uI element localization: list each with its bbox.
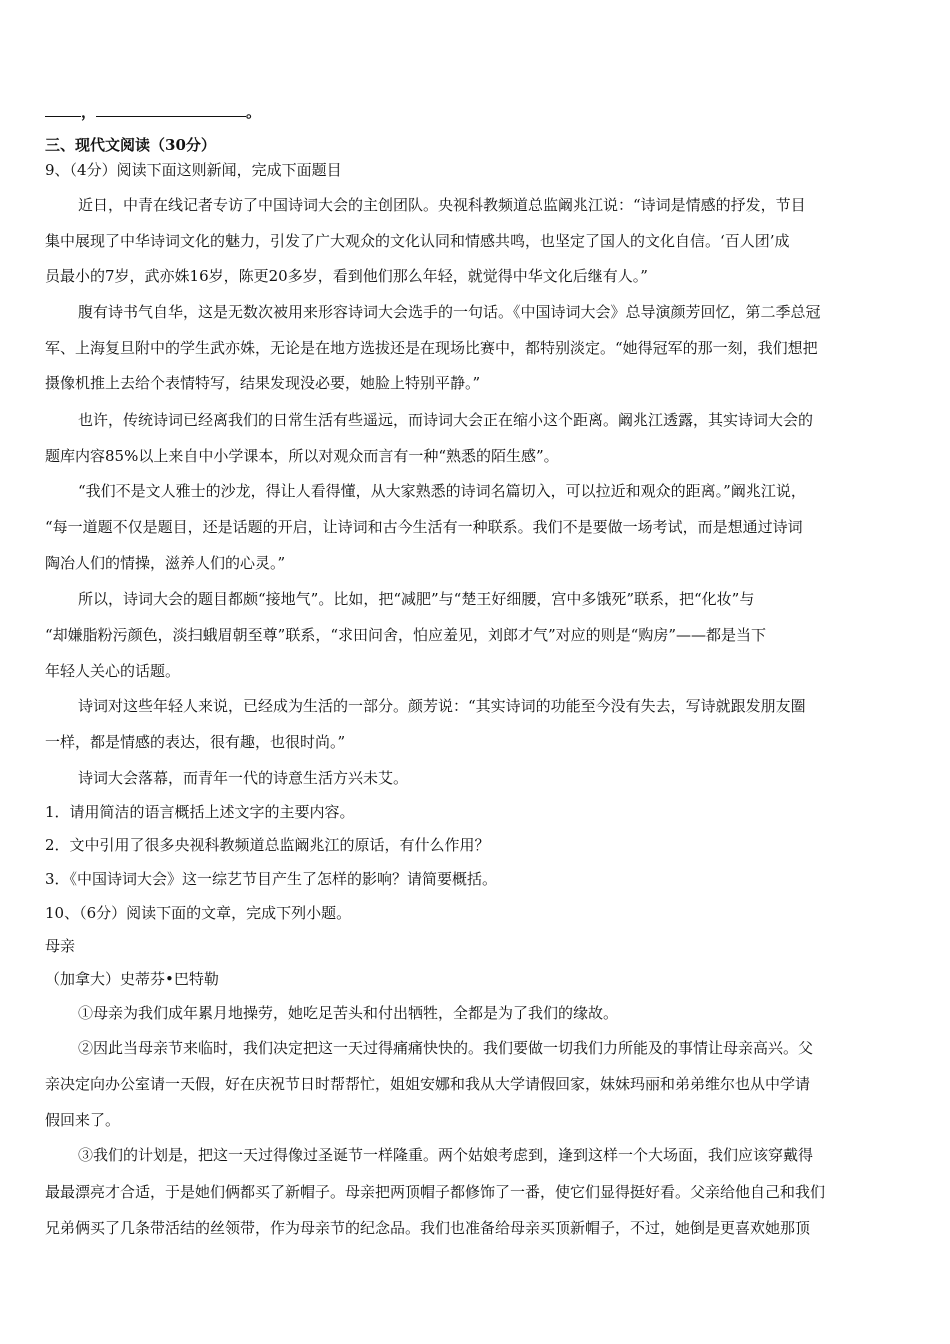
q10-para-line: 假回来了。 (45, 1111, 121, 1129)
q10-para-line: ①母亲为我们成年累月地操劳，她吃足苦头和付出牺牲，全都是为了我们的缘故。 (78, 1004, 619, 1022)
q9-para-line: 集中展现了中华诗词文化的魅力，引发了广大观众的文化认同和情感共鸣，也坚定了国人的文化自信。‘百人团’成 (45, 232, 790, 250)
q9-para-line: 也许，传统诗词已经离我们的日常生活有些遥远，而诗词大会正在缩小这个距离。阚兆江透露，其实诗词大会的 (78, 411, 814, 429)
section-heading: 三、现代文阅读（30分） (45, 136, 216, 154)
q9-para-line: 摄像机推上去给个表情特写，结果发现没必要，她脸上特别平静。” (45, 374, 481, 392)
q9-para-line: 年轻人关心的话题。 (45, 662, 181, 680)
q9-para-line: “却嫌脂粉污颜色，淡扫蛾眉朝至尊”联系，“求田问舍，怕应羞见，刘郎才气”对应的则是“购房”——都是当下 (45, 626, 767, 644)
q9-question-1: 1．请用简洁的语言概括上述文字的主要内容。 (45, 803, 355, 821)
q9-question-3: 3．《中国诗词大会》这一综艺节目产生了怎样的影响？请简要概括。 (45, 870, 498, 888)
q9-para-line: 所以，诗词大会的题目都颇“接地气”。比如，把“减肥”与“楚王好细腰，宫中多饿死”联系，把“化妆”与 (78, 590, 755, 608)
q10-para-line: ③我们的计划是，把这一天过得像过圣诞节一样隆重。两个姑娘考虑到，逢到这样一个大场面，我们应该穿戴得 (78, 1146, 814, 1164)
q9-para-line: 军、上海复旦附中的学生武亦姝，无论是在地方选拔还是在现场比赛中，都特别淡定。“她得冠军的那一刻，我们想把 (45, 339, 818, 357)
q9-heading: 9、（4分）阅读下面这则新闻，完成下面题目 (45, 161, 342, 179)
q10-para-line: 亲决定向办公室请一天假，好在庆祝节日时帮帮忙，姐姐安娜和我从大学请假回家，妹妹玛丽和弟弟维尔也从中学请 (45, 1075, 811, 1093)
q9-question-2: 2．文中引用了很多央视科教频道总监阚兆江的原话，有什么作用？ (45, 836, 490, 854)
article-title: 母亲 (45, 937, 76, 955)
q10-para-line: ②因此当母亲节来临时，我们决定把这一天过得痛痛快快的。我们要做一切我们力所能及的事情让母亲高兴。父 (78, 1039, 814, 1057)
q10-para-line: 最最漂亮才合适，于是她们俩都买了新帽子。母亲把两顶帽子都修饰了一番，使它们显得挺好看。父亲给他自己和我们 (45, 1183, 826, 1201)
q9-para-line: 腹有诗书气自华，这是无数次被用来形容诗词大会选手的一句话。《中国诗词大会》总导演颜芳回忆，第二季总冠 (78, 303, 821, 321)
q9-para-line: “每一道题不仅是题目，还是话题的开启，让诗词和古今生活有一种联系。我们不是要做一场考试，而是想通过诗词 (45, 518, 803, 536)
answer-blank-short[interactable] (45, 102, 81, 117)
q9-para-line: “我们不是文人雅士的沙龙，得让人看得懂，从大家熟悉的诗词名篇切入，可以拉近和观众的距离。”阚兆江说， (78, 482, 806, 500)
answer-blank-long[interactable] (96, 102, 246, 117)
q9-para-line: 诗词对这些年轻人来说，已经成为生活的一部分。颜芳说：“其实诗词的功能至今没有失去，写诗就跟发朋友圈 (78, 697, 806, 715)
q9-para-line: 员最小的7岁，武亦姝16岁，陈更20多岁，看到他们那么年轻，就觉得中华文化后继有人。” (45, 267, 648, 285)
q10-para-line: 兄弟俩买了几条带活结的丝领带，作为母亲节的纪念品。我们也准备给母亲买顶新帽子，不过，她倒是更喜欢她那顶 (45, 1219, 811, 1237)
q9-para-line: 题库内容85%以上来自中小学课本，所以对观众而言有一种“熟悉的陌生感”。 (45, 447, 559, 465)
q10-heading: 10、（6分）阅读下面的文章，完成下列小题。 (45, 904, 352, 922)
article-author: （加拿大）史蒂芬•巴特勒 (45, 970, 219, 988)
q9-para-line: 诗词大会落幕，而青年一代的诗意生活方兴未艾。 (78, 769, 409, 787)
q9-para-line: 近日，中青在线记者专访了中国诗词大会的主创团队。央视科教频道总监阚兆江说：“诗词是情感的抒发，节目 (78, 196, 806, 214)
q9-para-line: 一样，都是情感的表达，很有趣，也很时尚。” (45, 733, 346, 751)
q9-para-line: 陶冶人们的情操，滋养人们的心灵。” (45, 554, 286, 572)
answer-blank-line: ， 。 (45, 101, 907, 123)
